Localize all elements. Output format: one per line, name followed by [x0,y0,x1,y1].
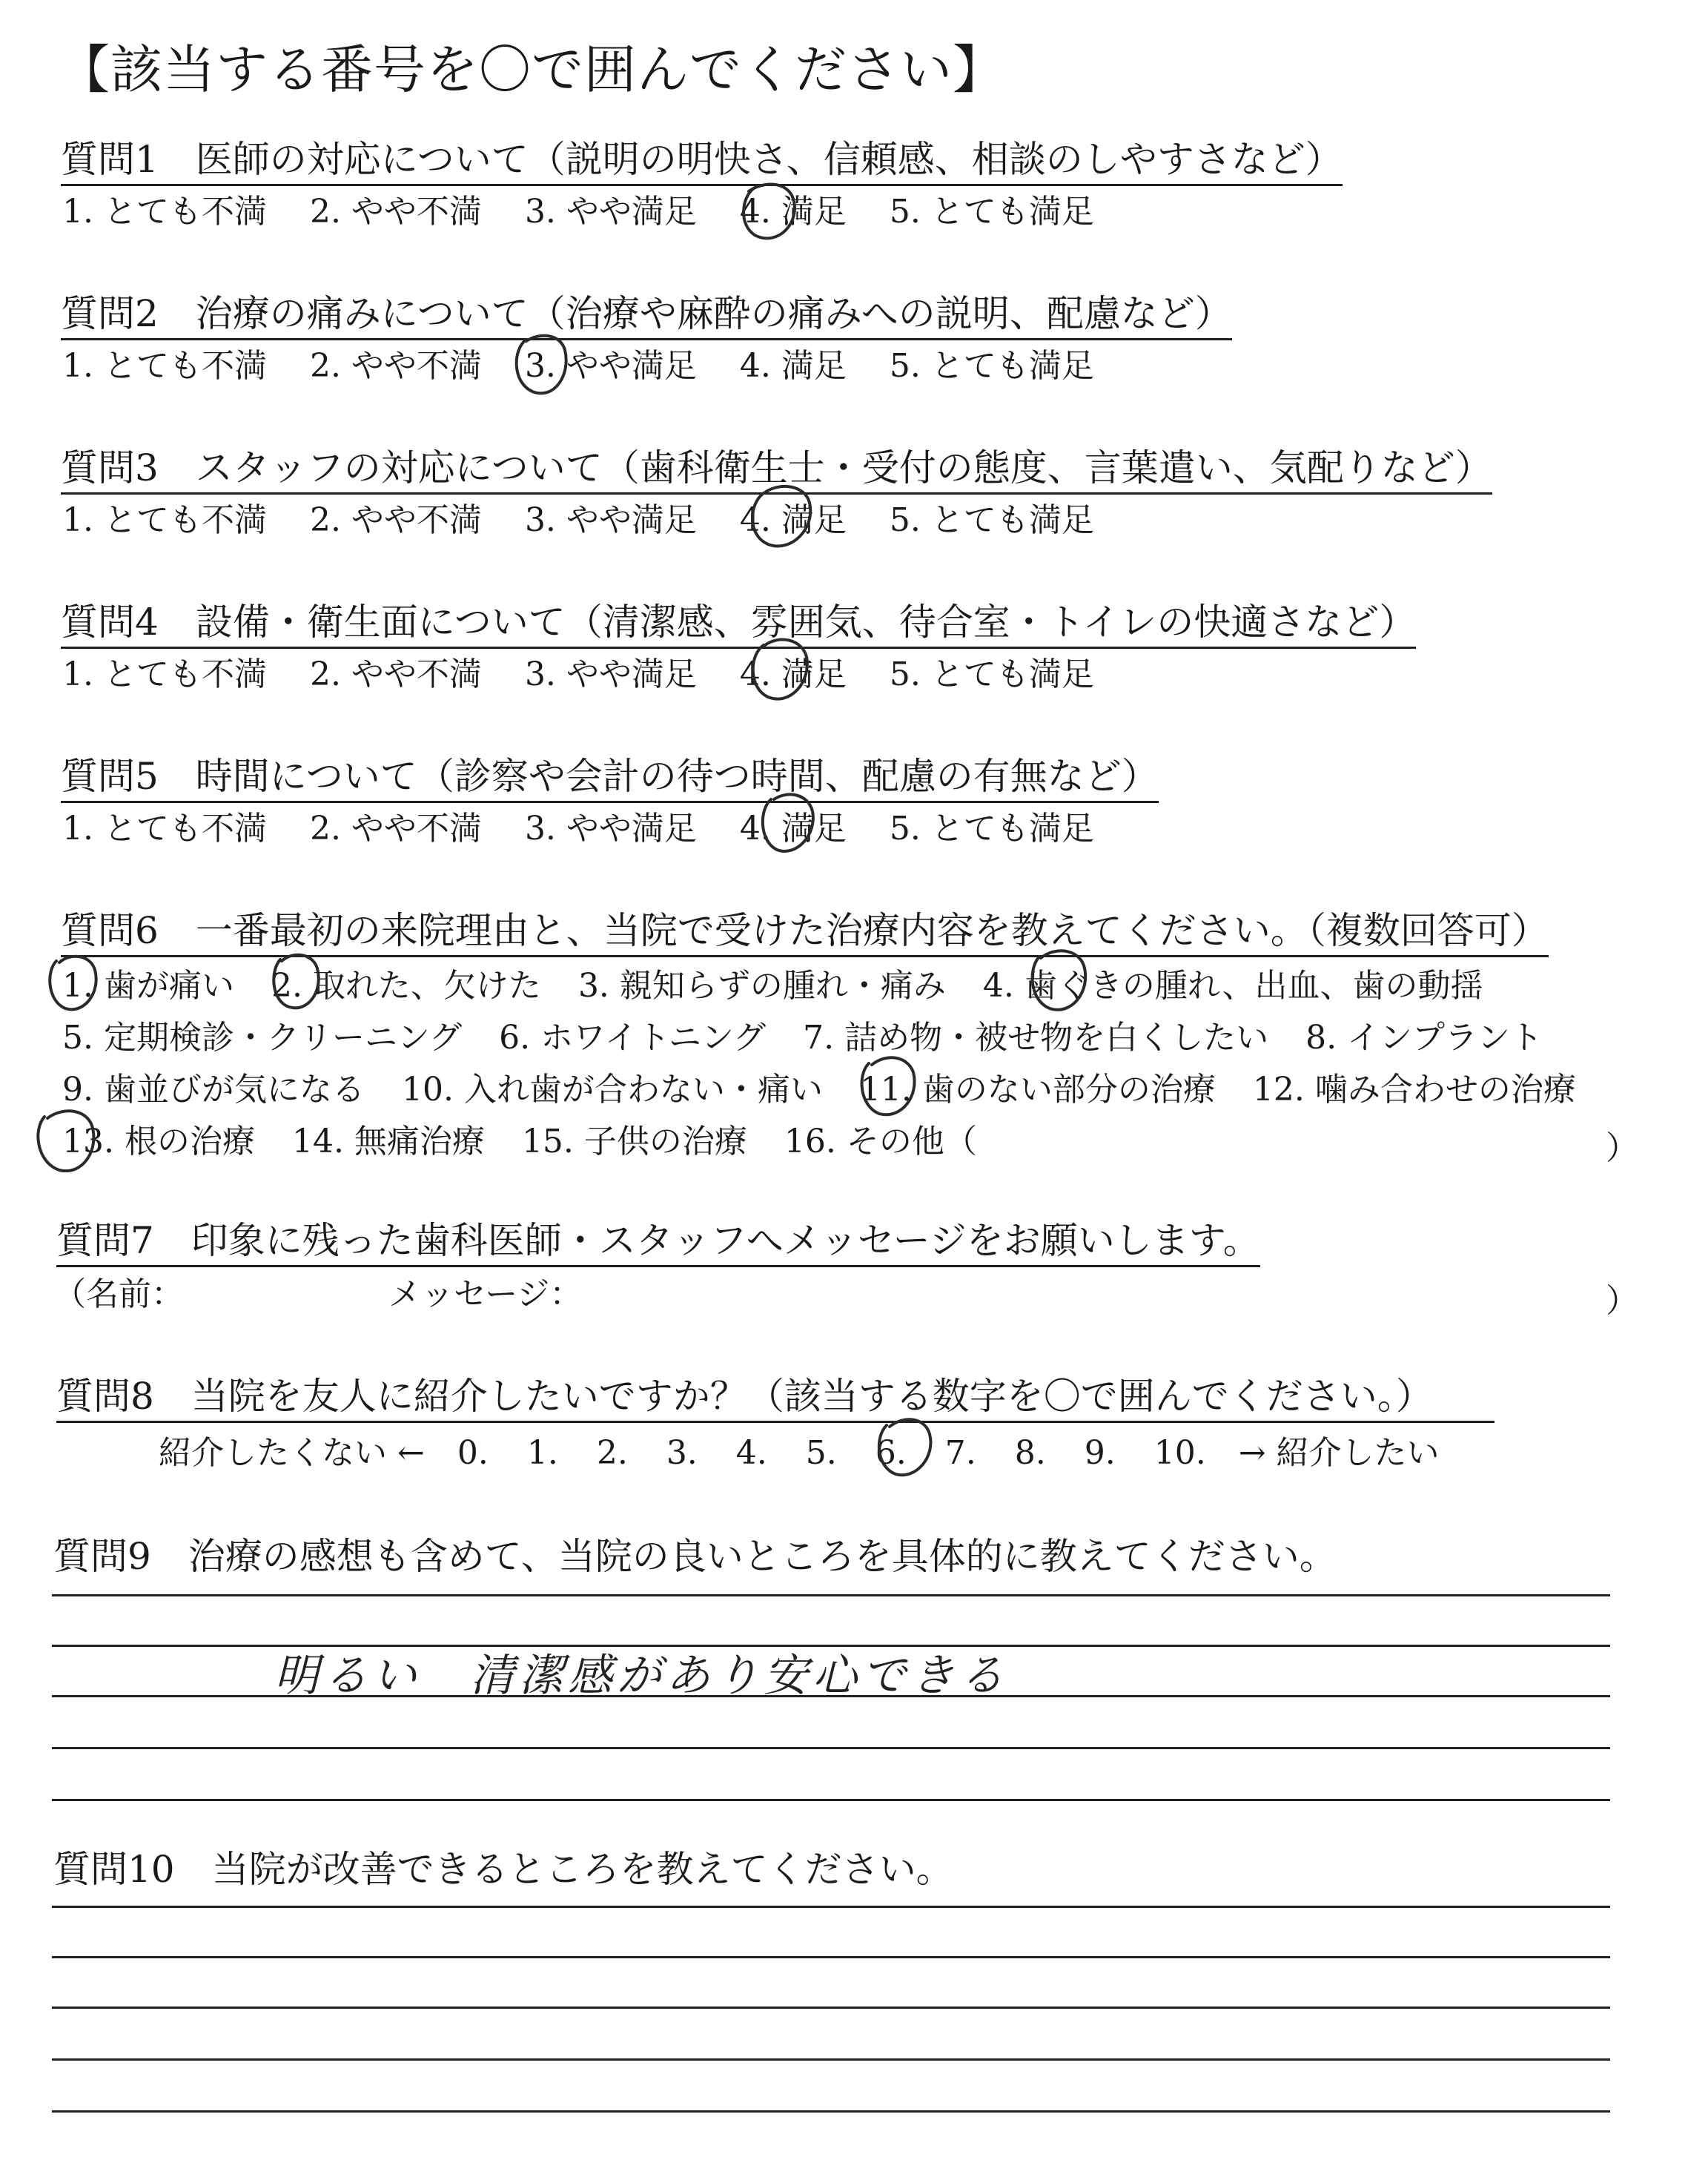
q1-option-3[interactable]: 3. やや満足 [524,193,697,231]
q7-title: 質問7 印象に残った歯科医師・スタッフへメッセージをお願いします。 [56,1218,1260,1267]
q8-scale-2[interactable]: 2. [596,1434,628,1472]
q9-handwritten-answer: 明るい 清潔感があり安心できる [274,1650,1008,1702]
q9-answer-line-1 [52,1594,1610,1596]
q4-option-5[interactable]: 5. とても満足 [889,655,1094,693]
q5-option-4[interactable]: 4. 満足 [739,810,847,848]
q8-scale-5[interactable]: 5. [805,1434,837,1472]
q4-options [62,654,1137,696]
q8-scale-8[interactable]: 8. [1014,1434,1046,1472]
q6-option-4[interactable]: 4. 歯ぐきの腫れ、出血、歯の動揺 [982,967,1483,1005]
q6-row-2 [62,1017,1580,1059]
q8-scale-4[interactable]: 4. [735,1434,767,1472]
q6-option-11[interactable]: 11. 歯のない部分の治療 [859,1071,1216,1109]
q10-answer-line-4 [52,2058,1610,2061]
q1-option-1[interactable]: 1. とても不満 [62,193,267,231]
q4-option-3[interactable]: 3. やや満足 [524,655,697,693]
q4-title: 質問4 設備・衛生面について（清潔感、雰囲気、待合室・トイレの快適さなど） [61,599,1416,649]
q8-scale-7[interactable]: 7. [944,1434,976,1472]
q4-option-4[interactable]: 4. 満足 [739,655,847,693]
q5-option-1[interactable]: 1. とても不満 [62,810,267,848]
q5-option-3[interactable]: 3. やや満足 [524,810,697,848]
q6-option-3[interactable]: 3. 親知らずの腫れ・痛み [577,967,946,1005]
q8-scale-0[interactable]: 0. [457,1434,489,1472]
q3-title: 質問3 スタッフの対応について（歯科衛生士・受付の態度、言葉遣い、気配りなど） [61,445,1492,495]
q6-row-1 [62,965,1520,1007]
q6-option-9[interactable]: 9. 歯並びが気になる [62,1071,365,1109]
q8-scale-6[interactable]: 6. [875,1434,907,1472]
q4-option-2[interactable]: 2. やや不満 [309,655,482,693]
q1-option-4[interactable]: 4. 満足 [739,193,847,231]
q6-option-6[interactable]: 6. ホワイトニング [499,1019,767,1057]
q6-option-7[interactable]: 7. 詰め物・被せ物を白くしたい [803,1019,1269,1057]
q1-option-5[interactable]: 5. とても満足 [889,193,1094,231]
q10-answer-line-5 [52,2110,1610,2113]
q6-option-5[interactable]: 5. 定期検診・クリーニング [62,1019,463,1057]
q6-option-1[interactable]: 1. 歯が痛い [62,967,234,1005]
q6-option-14[interactable]: 14. 無痛治療 [291,1123,485,1160]
q8-scale-1[interactable]: 1. [526,1434,558,1472]
q9-title: 質問9 治療の感想も含めて、当院の良いところを具体的に教えてください。 [53,1535,1337,1578]
q6-row-3 [62,1069,1613,1111]
q5-options [62,808,1137,850]
q6-option-13[interactable]: 13. 根の治療 [62,1123,255,1160]
q10-answer-line-3 [52,2007,1610,2009]
q2-option-5[interactable]: 5. とても満足 [889,347,1094,385]
q2-option-1[interactable]: 1. とても不満 [62,347,267,385]
q8-scale-row [159,1433,1440,1474]
q7-close: ） [1606,1282,1638,1320]
q3-option-3[interactable]: 3. やや満足 [524,501,697,539]
q6-option-10[interactable]: 10. 入れ歯が合わない・痛い [401,1071,823,1109]
q10-answer-line-1 [52,1906,1610,1908]
q10-title: 質問10 当院が改善できるところを教えてください。 [53,1848,953,1891]
q6-option-16[interactable]: 16. その他（ [784,1123,977,1160]
q2-option-4[interactable]: 4. 満足 [739,347,847,385]
q7-message-label: メッセージ： [388,1275,583,1313]
q3-option-4[interactable]: 4. 満足 [739,501,847,539]
q4-option-1[interactable]: 1. とても不満 [62,655,267,693]
q8-title: 質問8 当院を友人に紹介したいですか？（該当する数字を〇で囲んでください。） [56,1373,1494,1423]
q8-scale-9[interactable]: 9. [1084,1434,1116,1472]
q3-options [62,500,1137,541]
page-header: 【該当する番号を〇で囲んでください】 [58,39,1005,100]
q6-row-4 [62,1121,1014,1163]
q9-answer-line-5 [52,1799,1610,1801]
q9-answer-line-4 [52,1747,1610,1749]
q1-title: 質問1 医師の対応について（説明の明快さ、信頼感、相談のしやすさなど） [61,136,1343,186]
q7-name-label: （名前： [53,1275,184,1313]
q2-option-2[interactable]: 2. やや不満 [309,347,482,385]
q8-left-label: 紹介したくない ← [159,1434,425,1472]
q5-title: 質問5 時間について（診察や会計の待つ時間、配慮の有無など） [61,753,1159,803]
q1-option-2[interactable]: 2. やや不満 [309,193,482,231]
q6-title: 質問6 一番最初の来院理由と、当院で受けた治療内容を教えてください。（複数回答可） [61,908,1549,957]
q3-option-2[interactable]: 2. やや不満 [309,501,482,539]
q2-title: 質問2 治療の痛みについて（治療や麻酔の痛みへの説明、配慮など） [61,291,1232,340]
q6-option-12[interactable]: 12. 噛み合わせの治療 [1252,1071,1576,1109]
q5-option-5[interactable]: 5. とても満足 [889,810,1094,848]
q3-option-5[interactable]: 5. とても満足 [889,501,1094,539]
q6-option-2[interactable]: 2. 取れた、欠けた [271,967,541,1005]
q8-scale-10[interactable]: 10. [1153,1434,1206,1472]
q6-option-8[interactable]: 8. インプラント [1305,1019,1543,1057]
q3-option-1[interactable]: 1. とても不満 [62,501,267,539]
q10-answer-line-2 [52,1956,1610,1958]
q8-right-label: → 紹介したい [1238,1434,1440,1472]
q5-option-2[interactable]: 2. やや不満 [309,810,482,848]
q2-options [62,346,1137,387]
q8-scale-3[interactable]: 3. [666,1434,698,1472]
q6-other-close: ） [1606,1129,1638,1167]
q2-option-3[interactable]: 3. やや満足 [524,347,697,385]
q6-option-15[interactable]: 15. 子供の治療 [521,1123,747,1160]
q1-options [62,191,1137,233]
